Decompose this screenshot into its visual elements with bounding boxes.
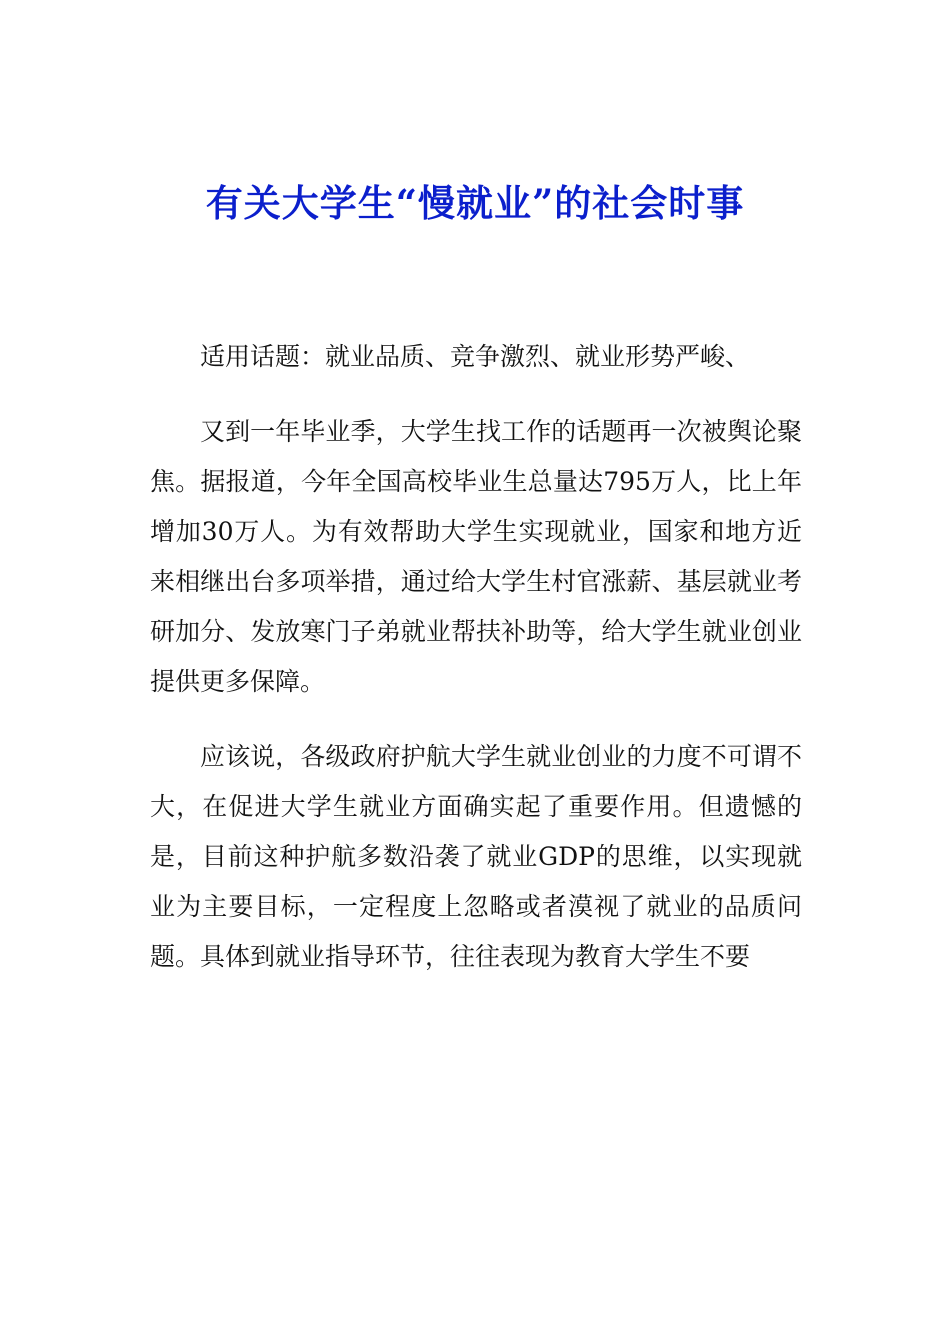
paragraph-topics: 适用话题：就业品质、竞争激烈、就业形势严峻、 xyxy=(200,342,751,371)
paragraph-graduation-season: 又到一年毕业季，大学生找工作的话题再一次被舆论聚焦。据报道，今年全国高校毕业生总量达795万人，比上年增加30万人。为有效帮助大学生实现就业，国家和地方近来相继出台多项举措，通过给大学生村官涨薪、基层就业考研加分、发放寒门子弟就业帮扶补助等，给大学生就业创业提供更多保障。 xyxy=(150,417,802,696)
document-body xyxy=(150,332,802,1007)
paragraph-government-support: 应该说，各级政府护航大学生就业创业的力度不可谓不大，在促进大学生就业方面确实起了重要作用。但遗憾的是，目前这种护航多数沿袭了就业GDP的思维，以实现就业为主要目标，一定程度上忽略或者漠视了就业的品质问题。具体到就业指导环节，往往表现为教育大学生不要 xyxy=(150,742,802,971)
document-title: 有关大学生“慢就业”的社会时事 xyxy=(205,181,745,225)
